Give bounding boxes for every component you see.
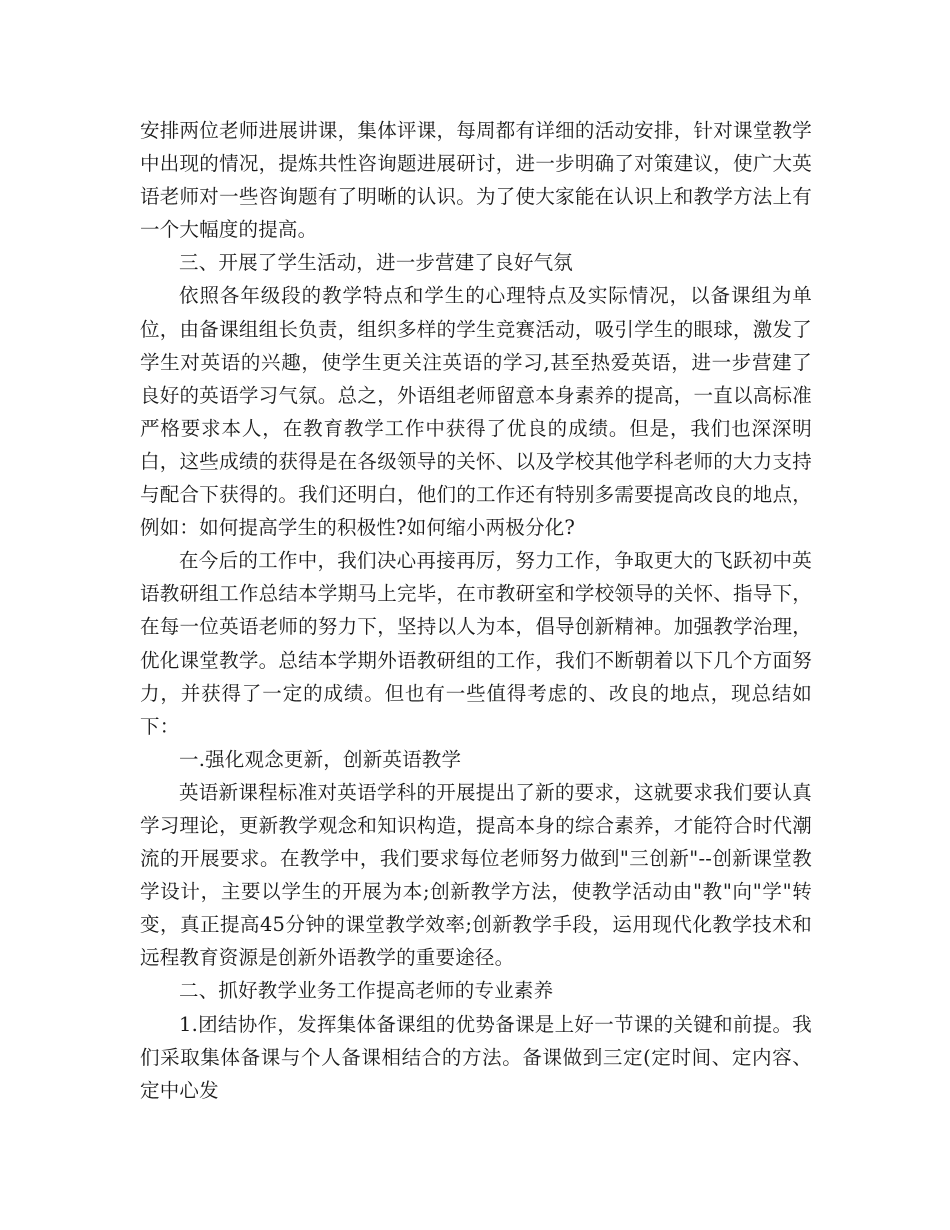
paragraph-continuation: 安排两位老师进展讲课，集体评课，每周都有详细的活动安排，针对课堂教学中出现的情况，提炼共性咨询题进展研讨，进一步明确了对策建议，使广大英语老师对一些咨询题有了明晰的认识。为了使大家能在认识上和教学方法上有一个大幅度的提高。 bbox=[140, 119, 812, 242]
document-body bbox=[140, 114, 812, 1107]
paragraph-future-work: 在今后的工作中，我们决心再接再厉，努力工作，争取更大的飞跃初中英语教研组工作总结本学期马上完毕，在市教研室和学校领导的关怀、指导下，在每一位英语老师的努力下，坚持以人为本，倡导创新精神。加强教学治理，优化课堂教学。总结本学期外语教研组的工作，我们不断朝着以下几个方面努力，并获得了一定的成绩。但也有一些值得考虑的、改良的地点，现总结如下： bbox=[140, 549, 812, 738]
section-heading-three: 三、开展了学生活动，进一步营建了良好气氛 bbox=[179, 251, 574, 275]
section-heading-one: 一.强化观念更新，创新英语教学 bbox=[179, 747, 462, 771]
paragraph-collective-lesson-prep: 1.团结协作，发挥集体备课组的优势备课是上好一节课的关键和前提。我们采取集体备课与个人备课相结合的方法。备课做到三定(定时间、定内容、定中心发 bbox=[140, 1012, 812, 1102]
paragraph-curriculum-innovation: 英语新课程标准对英语学科的开展提出了新的要求，这就要求我们要认真学习理论，更新教学观念和知识构造，提高本身的综合素养，才能符合时代潮流的开展要求。在教学中，我们要求每位老师努力做到"三创新"--创新课堂教学设计，主要以学生的开展为本;创新教学方法，使教学活动由"教"向"学"转变，真正提高45分钟的课堂教学效率;创新教学手段，运用现代化教学技术和远程教育资源是创新外语教学的重要途径。 bbox=[140, 780, 812, 970]
paragraph-student-activities: 依照各年级段的教学特点和学生的心理特点及实际情况，以备课组为单位，由备课组组长负责，组织多样的学生竞赛活动，吸引学生的眼球，激发了学生对英语的兴趣，使学生更关注英语的学习,甚至热爱英语，进一步营建了良好的英语学习气氛。总之，外语组老师留意本身素养的提高，一直以高标准严格要求本人，在教育教学工作中获得了优良的成绩。但是，我们也深深明白，这些成绩的获得是在各级领导的关怀、以及学校其他学科老师的大力支持与配合下获得的。我们还明白，他们的工作还有特别多需要提高改良的地点，例如：如何提高学生的积极性?如何缩小两极分化? bbox=[140, 284, 812, 540]
section-heading-two: 二、抓好教学业务工作提高老师的专业素养 bbox=[179, 979, 554, 1003]
